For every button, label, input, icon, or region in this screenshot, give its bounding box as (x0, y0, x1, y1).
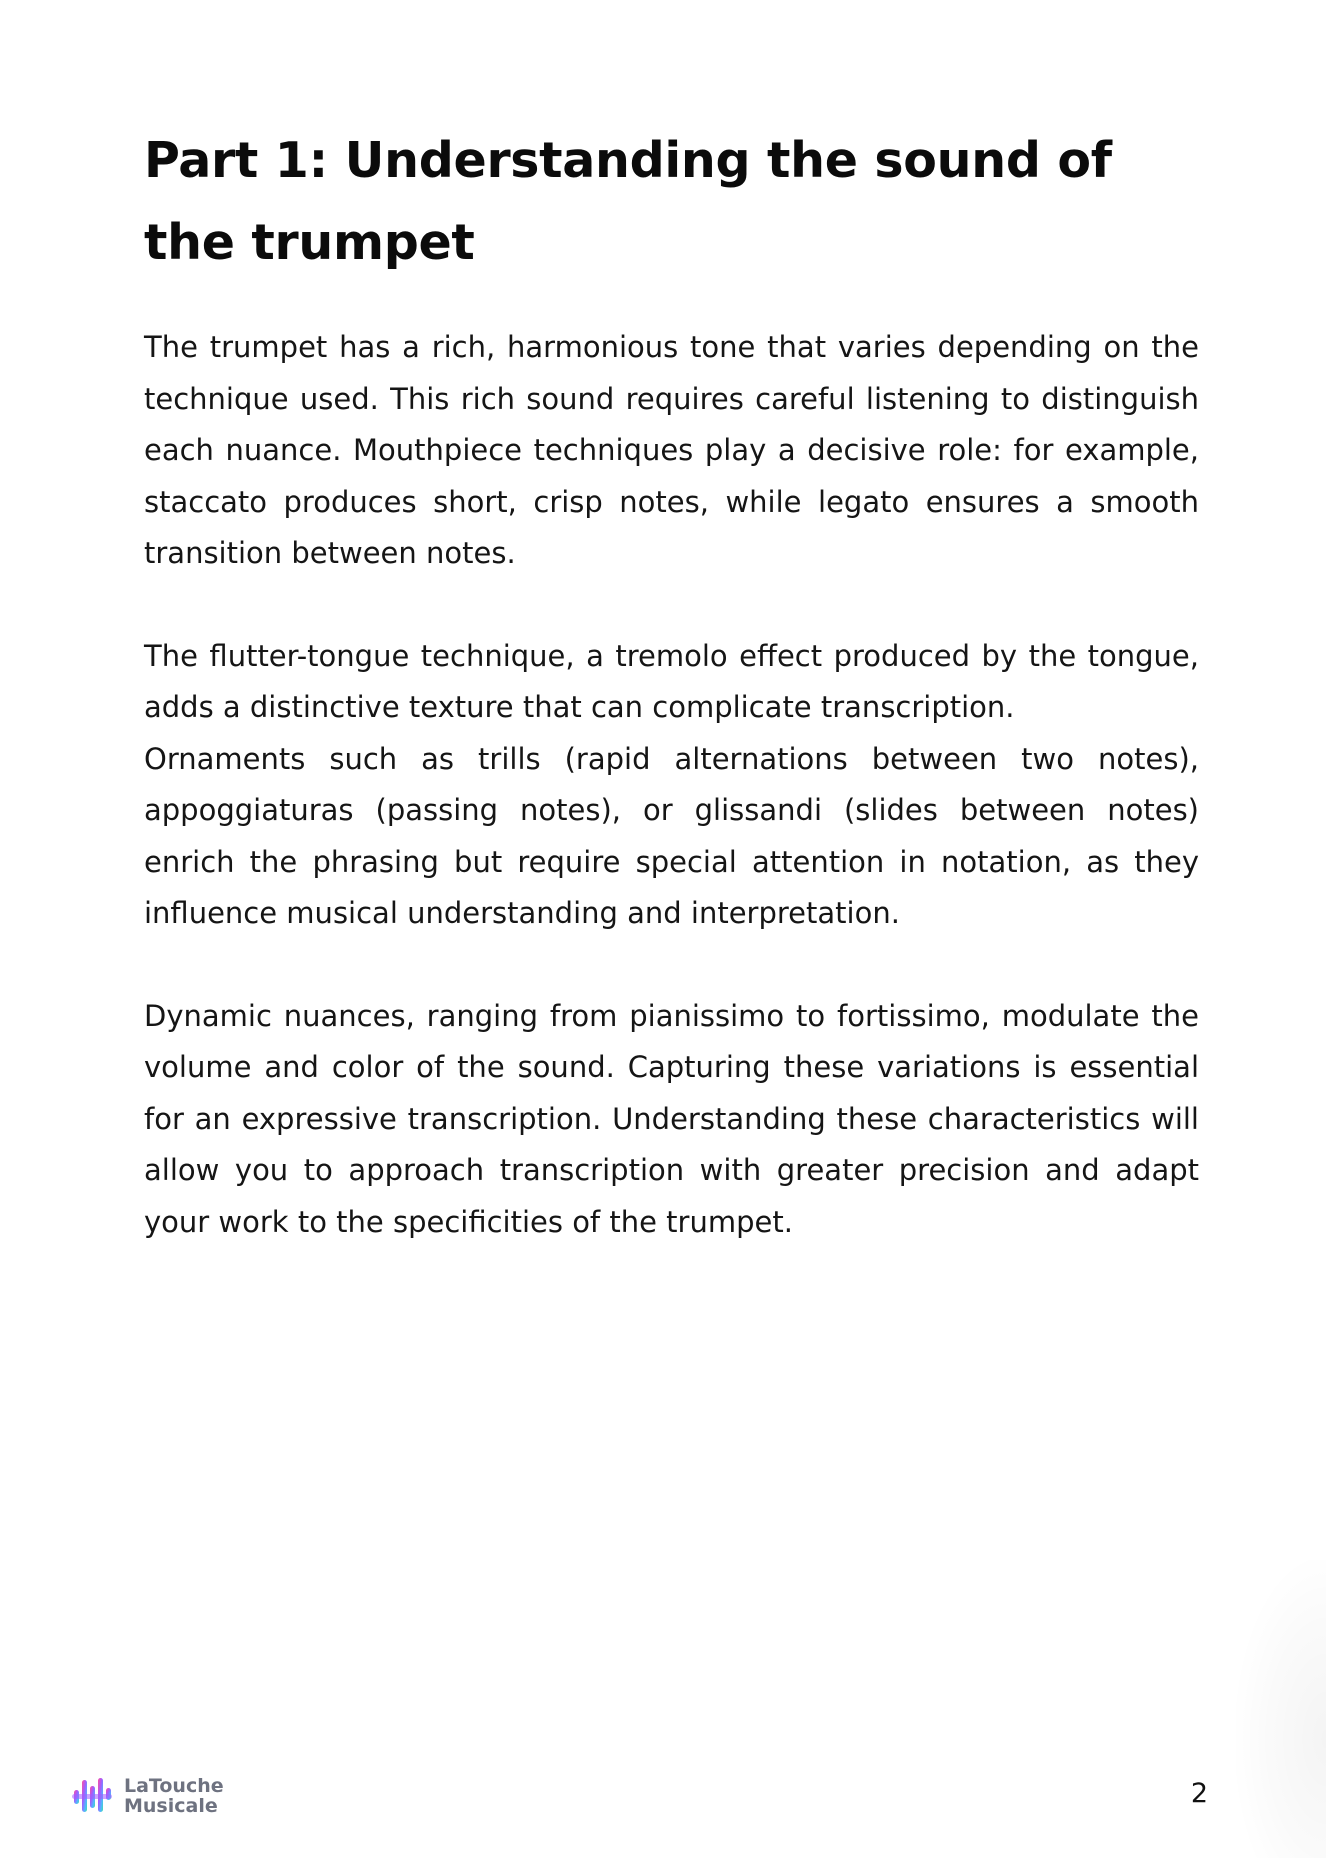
logo-wordmark (124, 1776, 224, 1816)
paragraph-flutter-tongue-block (144, 631, 1199, 940)
page-number: 2 (1190, 1778, 1208, 1809)
paragraph-flutter-tongue: The flutter-tongue technique, a tremolo effect produced by the tongue, adds a distinctive texture that can complicate transcription. (144, 638, 1199, 724)
paragraph-ornaments: Ornaments such as trills (rapid alternations between two notes), appoggiaturas (passing notes), or glissandi (slides between notes) enrich the phrasing but require special attention in notation, as they influence musical understanding and interpretation. (144, 741, 1199, 930)
page-content (144, 120, 1199, 1248)
logo-line-2: Musicale (124, 1795, 218, 1817)
logo-line-1: LaTouche (124, 1775, 224, 1797)
paragraph-dynamic-nuances: Dynamic nuances, ranging from pianissimo to fortissimo, modulate the volume and color of the sound. Capturing these variations is essential for an expressive transcription. Understanding these characteristics will allow you to approach transcription with greater precision and adapt your work to the specificities of the trumpet. (144, 998, 1199, 1239)
latouche-musicale-logo-icon (70, 1774, 114, 1818)
page-title: Part 1: Understanding the sound of the trumpet (144, 132, 1112, 271)
footer-logo (70, 1774, 224, 1818)
page-edge-shadow (1236, 1560, 1326, 1858)
paragraph-trumpet-tone: The trumpet has a rich, harmonious tone that varies depending on the technique used. This rich sound requires careful listening to distinguish each nuance. Mouthpiece techniques play a decisive role: for example, staccato produces short, crisp notes, while legato ensures a smooth transition between notes. (144, 330, 1199, 570)
